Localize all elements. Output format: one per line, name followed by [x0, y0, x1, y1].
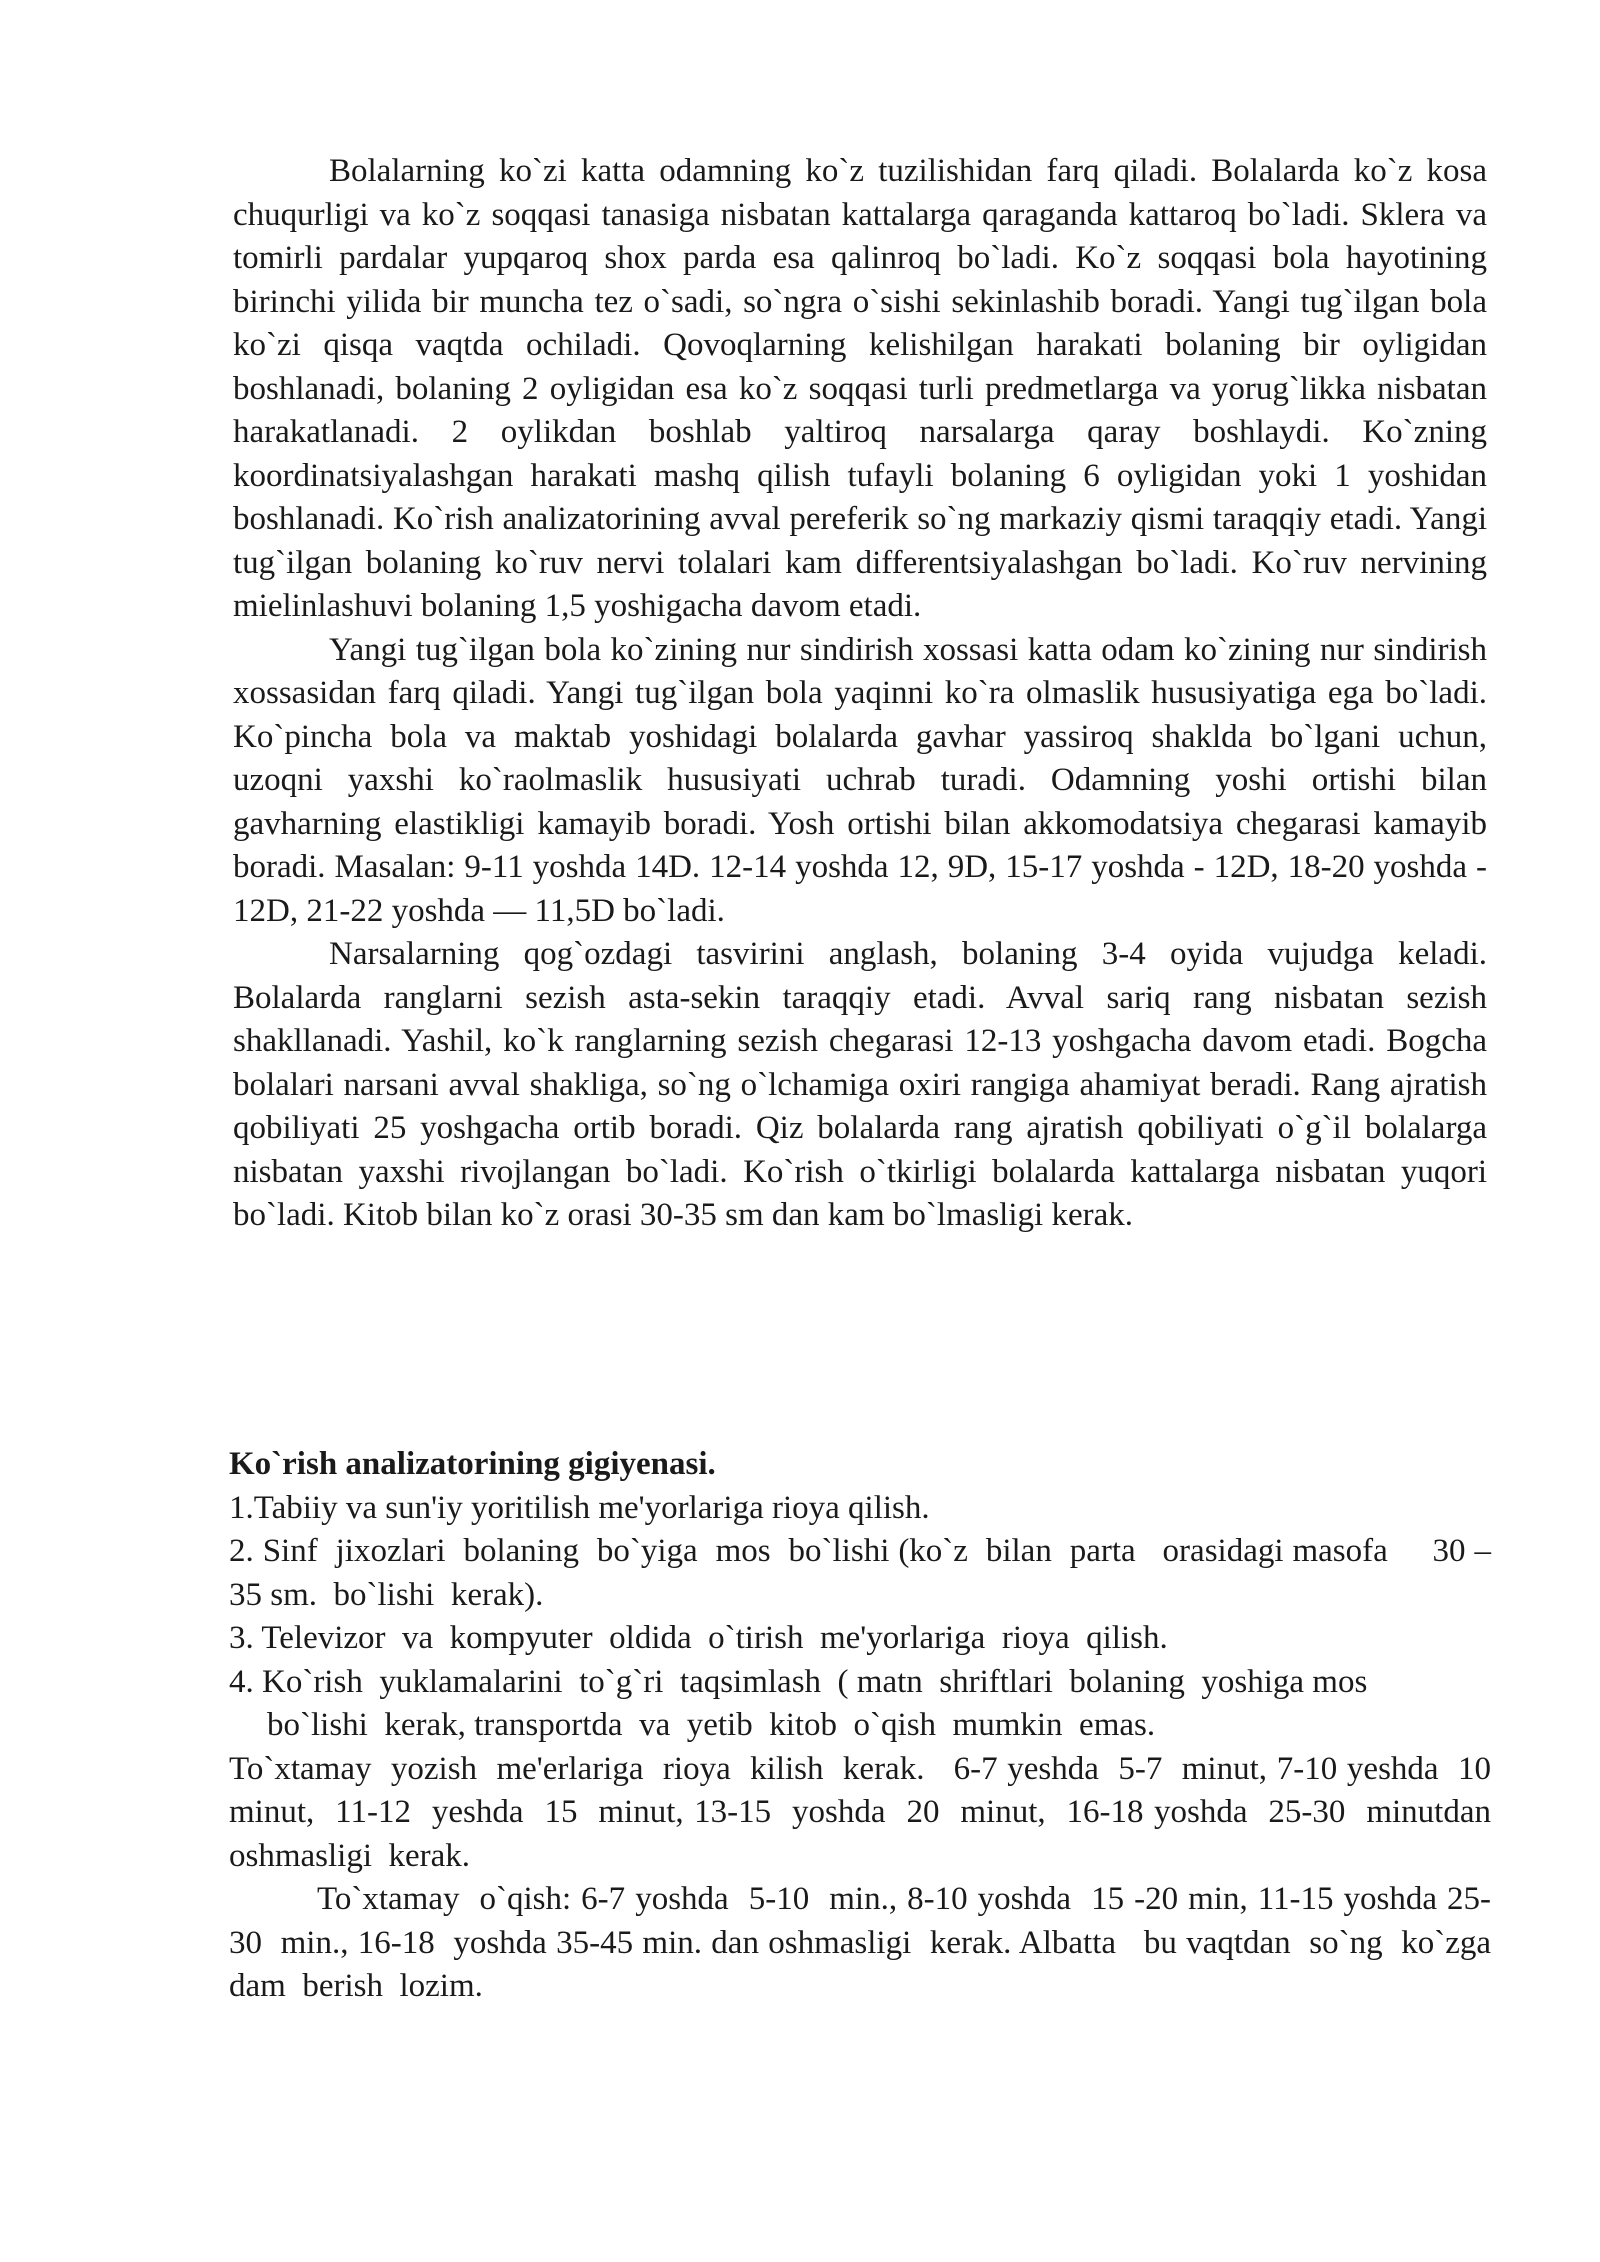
writing-norms-paragraph: To`xtamay yozish me'erlariga rioya kilish kerak. 6-7 yeshda 5-7 minut, 7-10 yeshda 10 minut, 11-12 yeshda 15 minut, 13-15 yoshda 20 minut, 16-18 yoshda 25-30 minutdan oshmasligi kerak.	[229, 1750, 1500, 1874]
paragraph-eye-structure: Bolalarning ko`zi katta odamning ko`z tuzilishidan farq qiladi. Bolalarda ko`z kosa chuqurligi va ko`z soqqasi tanasiga nisbatan kattalarga qaraganda kattaroq bo`ladi. Sklera va tomirli pardalar yupqaroq shox parda esa qalinroq bo`ladi. Ko`z soqqasi bola hayotining birinchi yilida bir muncha tez o`sadi, so`ngra o`sishi sekinlashib boradi. Yangi tug`ilgan bola ko`zi qisqa vaqtda ochiladi. Qovoqlarning kelishilgan harakati bolaning bir oyligidan boshlanadi, bolaning 2 oyligidan esa ko`z soqqasi turli predmetlarga va yorug`likka nisbatan harakatlanadi. 2 oylikdan boshlab yaltiroq narsalarga qaray boshlaydi. Ko`zning koordinatsiyalashgan harakati mashq qilish tufayli bolaning 6 oyligidan yoki 1 yoshidan boshlanadi. Ko`rish analizatorining avval pereferik so`ng markaziy qismi taraqqiy etadi. Yangi tug`ilgan bolaning ko`ruv nervi tolalari kam differentsiyalashgan bo`ladi. Ko`ruv nervining mielinlashuvi bolaning 1,5 yoshigacha davom etadi.	[233, 153, 1487, 624]
hygiene-item-3: 3. Televizor va kompyuter oldida o`tirish me'yorlariga rioya qilish.	[229, 1620, 1168, 1656]
paragraph-refraction: Yangi tug`ilgan bola ko`zining nur sindirish xossasi katta odam ko`zining nur sindirish xossasidan farq qiladi. Yangi tug`ilgan bola yaqinni ko`ra olmaslik hususiyatiga ega bo`ladi. Ko`pincha bola va maktab yoshidagi bolalarda gavhar yassiroq shakldа bo`lgani uchun, uzoqni yaxshi ko`raolmaslik hususiyati uchrab turadi. Odamning yoshi ortishi bilan gavharning elastikligi kamayib boradi. Yosh ortishi bilan akkomodatsiya chegarasi kamayib boradi. Masalan: 9-11 yoshda 14D. 12-14 yoshda 12, 9D, 15-17 yoshda - 12D, 18-20 yoshda - 12D, 21-22 yoshda — 11,5D bo`ladi.	[233, 631, 1487, 929]
paragraph-color-perception: Narsalarning qog`ozdagi tasvirini anglash, bolaning 3-4 oyida vujudga keladi. Bolalarda ranglarni sezish asta-sekin taraqqiy etadi. Avval sariq rang nisbatan sezish shakllanadi. Yashil, ko`k ranglarning sezish chegarasi 12-13 yoshgacha davom etadi. Bogcha bolalari narsani avval shakliga, so`ng o`lchamiga oxiri rangiga ahamiyat beradi. Rang ajratish qobiliyati 25 yoshgacha ortib boradi. Qiz bolalarda rang ajratish qobiliyati o`g`il bolalarga nisbatan yaxshi rivojlangan bo`ladi. Ko`rish o`tkirligi bolalarda kattalarga nisbatan yuqori bo`ladi. Kitob bilan ko`z orasi 30-35 sm dan kam bo`lmasligi kerak.	[233, 936, 1487, 1233]
reading-norms-paragraph: To`xtamay o`qish: 6-7 yoshda 5-10 min., 8-10 yoshda 15 -20 min, 11-15 yoshda 25-30 min., 16-18 yoshda 35-45 min. dan oshmasligi kerak. Albatta bu vaqtdan so`ng ko`zga dam berish lozim.	[229, 1881, 1508, 2004]
hygiene-item-4: 4. Ko`rish yuklamalarini to`g`ri taqsimlash ( matn shriftlari bolaning yoshiga mos	[229, 1663, 1368, 1700]
hygiene-item-1: 1.Tabiiy va sun'iy yoritilish me'yorlariga rioya qilish.	[229, 1489, 930, 1526]
hygiene-item-4-continuation: bo`lishi kerak, transportda va yetib kitob o`qish mumkin emas.	[267, 1707, 1156, 1743]
hygiene-item-2: 2. Sinf jixozlari bolaning bo`yiga mos bo`lishi (ko`z bilan parta orasidagi masofa 30 – 35 sm. bo`lishi kerak).	[229, 1533, 1500, 1613]
section-heading: Ko`rish analizatorining gigiyenasi.	[229, 1446, 716, 1482]
hygiene-section	[229, 1443, 1508, 2009]
main-text-section	[233, 150, 1487, 1238]
